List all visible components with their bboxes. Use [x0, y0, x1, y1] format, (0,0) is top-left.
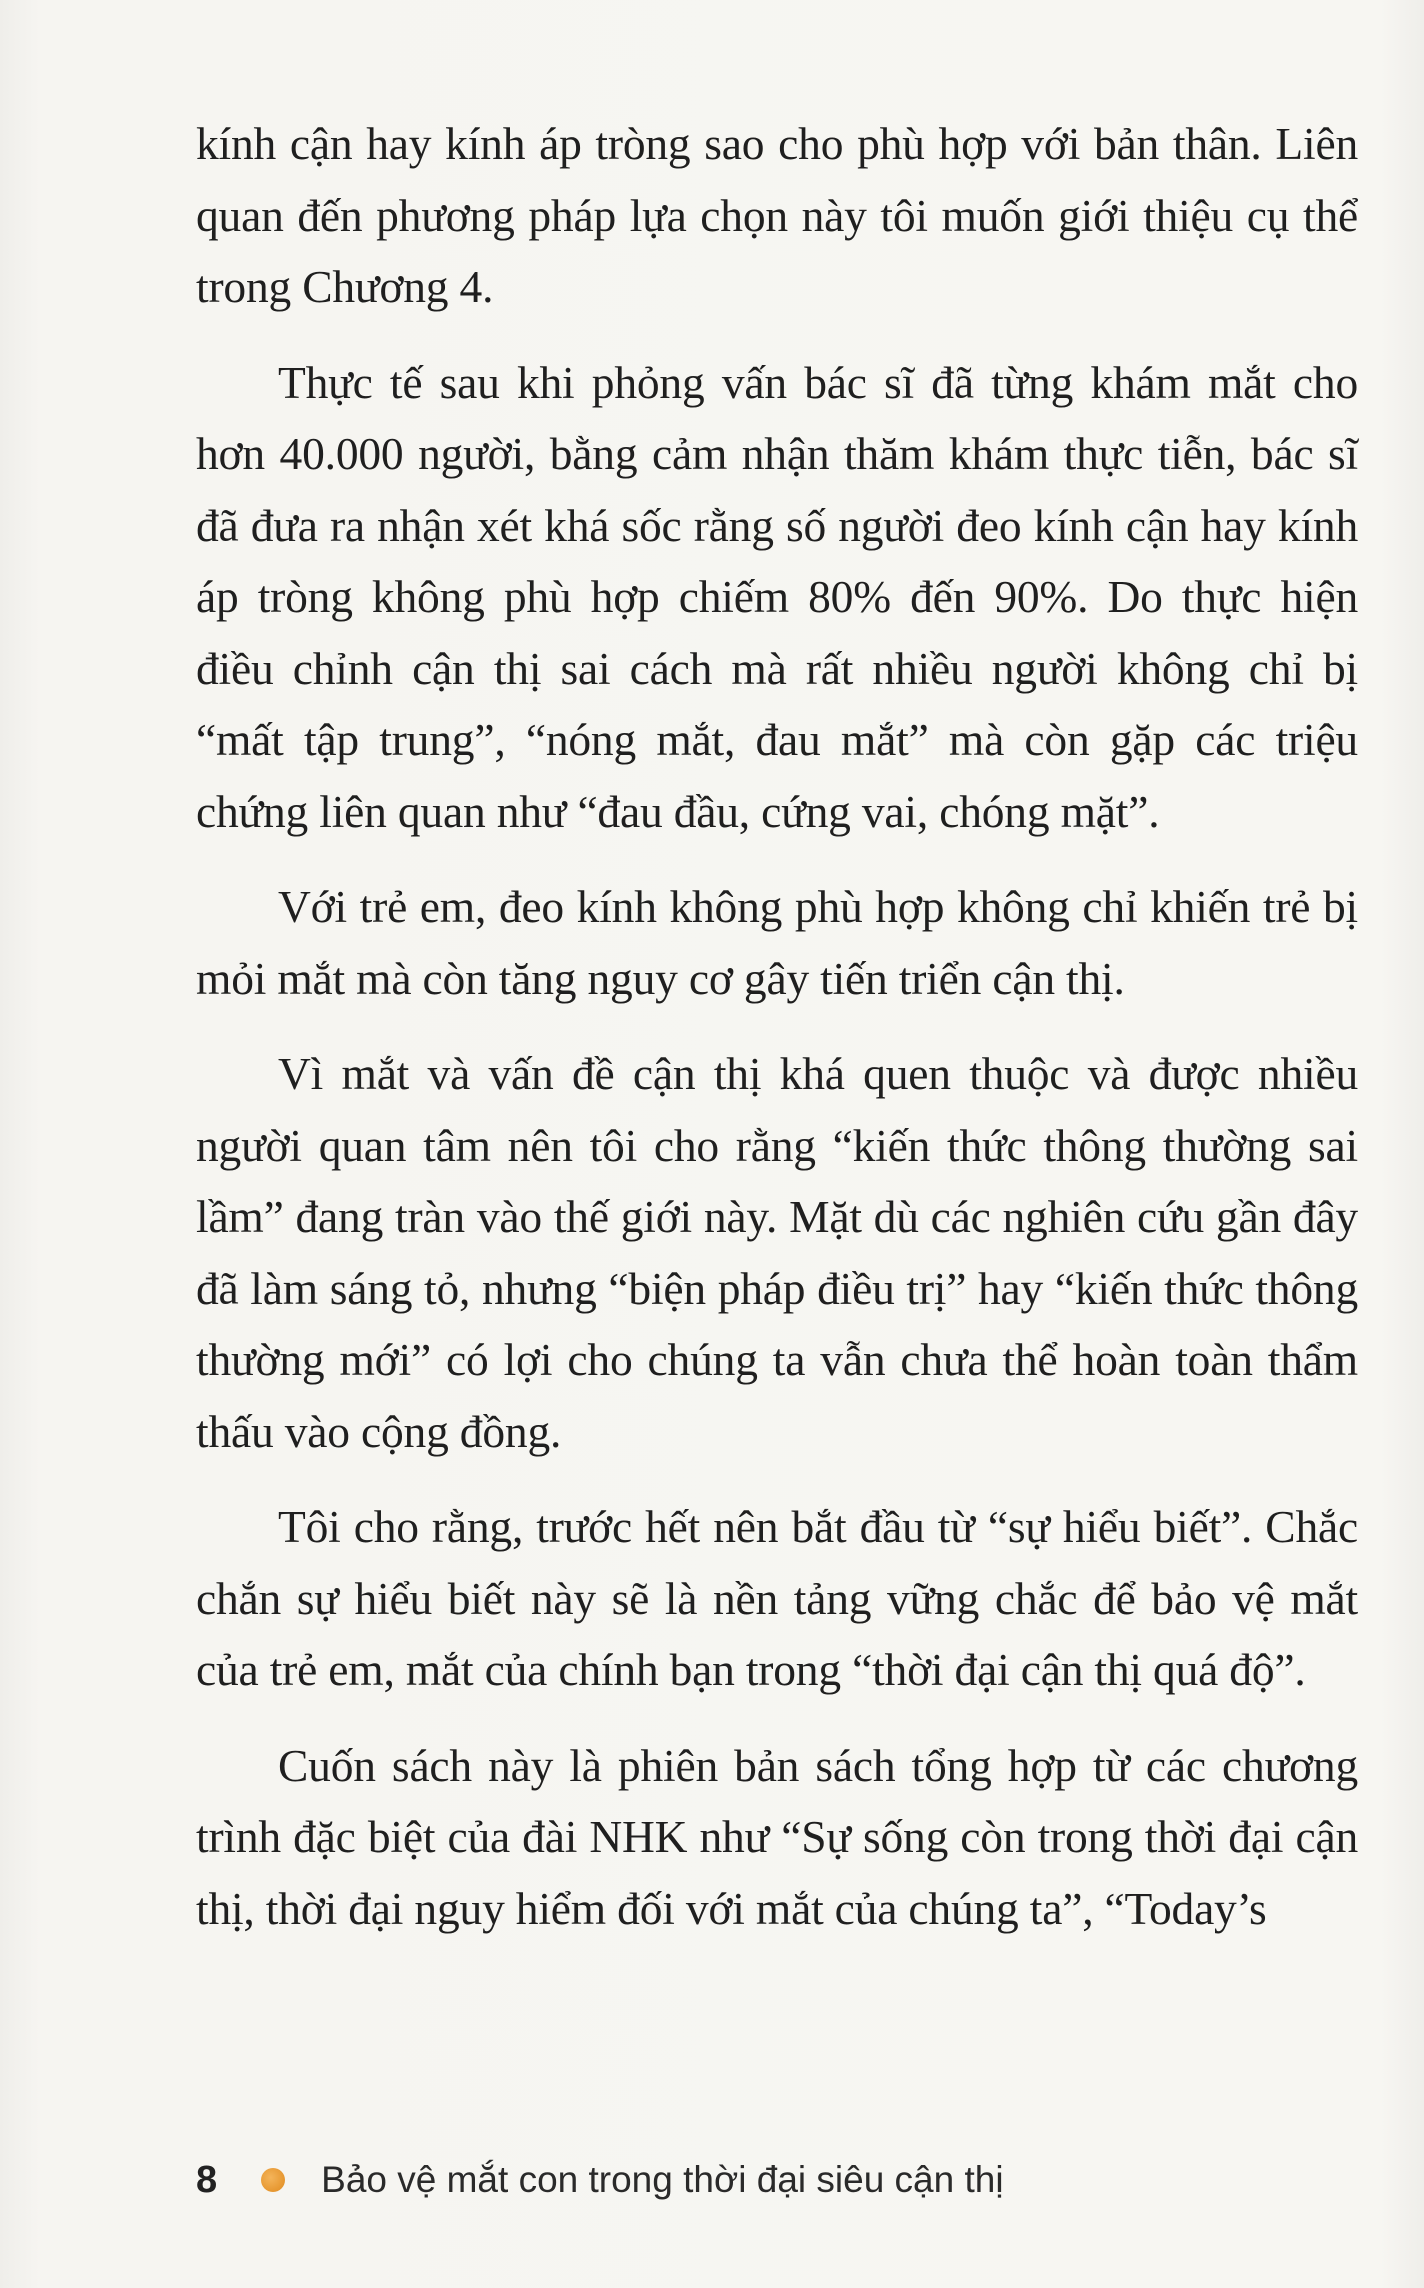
bullet-dot-icon — [261, 2168, 285, 2192]
paragraph: Cuốn sách này là phiên bản sách tổng hợp từ các chương trình đặc biệt của đài NHK như “Sự sống còn trong thời đại cận thị, thời đại nguy hiểm đối với mắt của chúng ta”, “Today’s — [196, 1739, 1358, 1934]
running-title: Bảo vệ mắt con trong thời đại siêu cận thị — [321, 2159, 1004, 2200]
paragraph-continued: kính cận hay kính áp tròng sao cho phù hợp với bản thân. Liên quan đến phương pháp lựa chọn này tôi muốn giới thiệu cụ thể trong Chương 4. — [196, 118, 1358, 312]
paragraph: Tôi cho rằng, trước hết nên bắt đầu từ “sự hiểu biết”. Chắc chắn sự hiểu biết này sẽ là nền tảng vững chắc để bảo vệ mắt của trẻ em, mắt của chính bạn trong “thời đại cận thị quá độ”. — [196, 1501, 1358, 1695]
paragraph: Thực tế sau khi phỏng vấn bác sĩ đã từng khám mắt cho hơn 40.000 người, bằng cảm nhận thăm khám thực tiễn, bác sĩ đã đưa ra nhận xét khá sốc rằng số người đeo kính cận hay kính áp tròng không phù hợp chiếm 80% đến 90%. Do thực hiện điều chỉnh cận thị sai cách mà rất nhiều người không chỉ bị “mất tập trung”, “nóng mắt, đau mắt” mà còn gặp các triệu chứng liên quan như “đau đầu, cứng vai, chóng mặt”. — [196, 356, 1358, 837]
paragraph: Với trẻ em, đeo kính không phù hợp không chỉ khiến trẻ bị mỏi mắt mà còn tăng nguy cơ gây tiến triển cận thị. — [196, 881, 1358, 1004]
page-footer — [196, 2150, 1004, 2210]
paragraph: Vì mắt và vấn đề cận thị khá quen thuộc và được nhiều người quan tâm nên tôi cho rằng “kiến thức thông thường sai lầm” đang tràn vào thế giới này. Mặt dù các nghiên cứu gần đây đã làm sáng tỏ, nhưng “biện pháp điều trị” hay “kiến thức thông thường mới” có lợi cho chúng ta vẫn chưa thể hoàn toàn thẩm thấu vào cộng đồng. — [196, 1048, 1358, 1457]
page-number: 8 — [196, 2158, 218, 2201]
body-text — [196, 108, 1358, 1968]
